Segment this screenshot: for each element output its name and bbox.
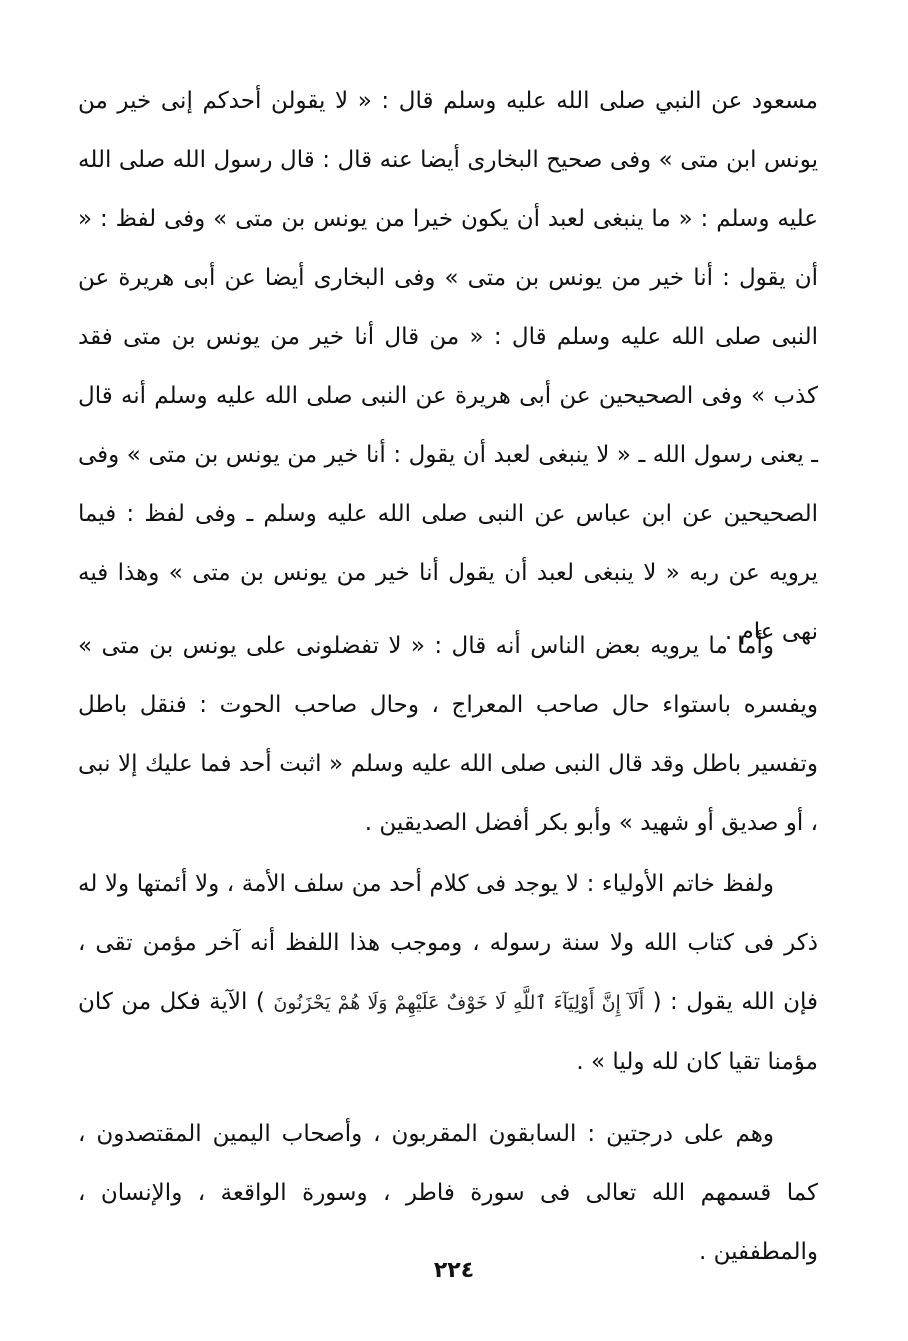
- quran-verse: أَلَآ إِنَّ أَوْلِيَآءَ ٱللَّهِ لَا خَوْفٌ عَلَيْهِمْ وَلَا هُمْ يَحْزَنُونَ: [273, 992, 645, 1014]
- paragraph-2: [78, 617, 818, 853]
- paragraph-3: [78, 855, 818, 1092]
- paragraph-4: [78, 1105, 818, 1282]
- page-number: ٢٢٤: [433, 1258, 475, 1283]
- paragraph-3-text: [78, 855, 818, 1092]
- paragraph-3-before-verse: ولفظ خاتم الأولياء : لا يوجد فى كلام أحد من سلف الأمة ، ولا أئمتها ولا له ذكر فى كتاب الله ولا سنة رسوله ، وموجب هذا اللفظ أنه آخر مؤمن تقى ، فإن الله يقول : (: [78, 871, 819, 1015]
- paragraph-1: [78, 72, 818, 662]
- paragraph-1-text: مسعود عن النبي صلى الله عليه وسلم قال : « لا يقولن أحدكم إنى خير من يونس ابن متى » وفى صحيح البخارى أيضا عنه قال : قال رسول الله صلى الله عليه وسلم : « ما ينبغى لعبد أن يكون خيرا من يونس بن متى » وفى لفظ : « أن يقول : أنا خير من يونس بن متى » وفى البخارى أيضا عن أبى هريرة عن النبى صلى الله عليه وسلم قال : « من قال أنا خير من يونس بن متى فقد كذب » وفى الصحيحين عن أبى هريرة عن النبى صلى الله عليه وسلم أنه قال ـ يعنى رسول الله ـ « لا ينبغى لعبد أن يقول : أنا خير من يونس بن متى » وفى الصحيحين عن ابن عباس عن النبى صلى الله عليه وسلم ـ وفى لفظ : فيما يرويه عن ربه « لا ينبغى لعبد أن يقول أنا خير من يونس بن متى » وهذا فيه نهى عام .: [78, 88, 818, 645]
- paragraph-4-text: وهم على درجتين : السابقون المقربون ، وأصحاب اليمين المقتصدون ، كما قسمهم الله تعالى فى سورة فاطر ، وسورة الواقعة ، والإنسان ، والمطففين .: [78, 1121, 818, 1265]
- paragraph-2-text: وأما ما يرويه بعض الناس أنه قال : « لا تفضلونى على يونس بن متى » ويفسره باستواء حال صاحب المعراج ، وحال صاحب الحوت : فنقل باطل وتفسير باطل وقد قال النبى صلى الله عليه وسلم « اثبت أحد فما عليك إلا نبى ، أو صديق أو شهيد » وأبو بكر أفضل الصديقين .: [78, 633, 818, 836]
- paragraph-3-after-verse: ) الآية فكل من كان مؤمنا تقيا كان لله وليا » .: [78, 989, 818, 1075]
